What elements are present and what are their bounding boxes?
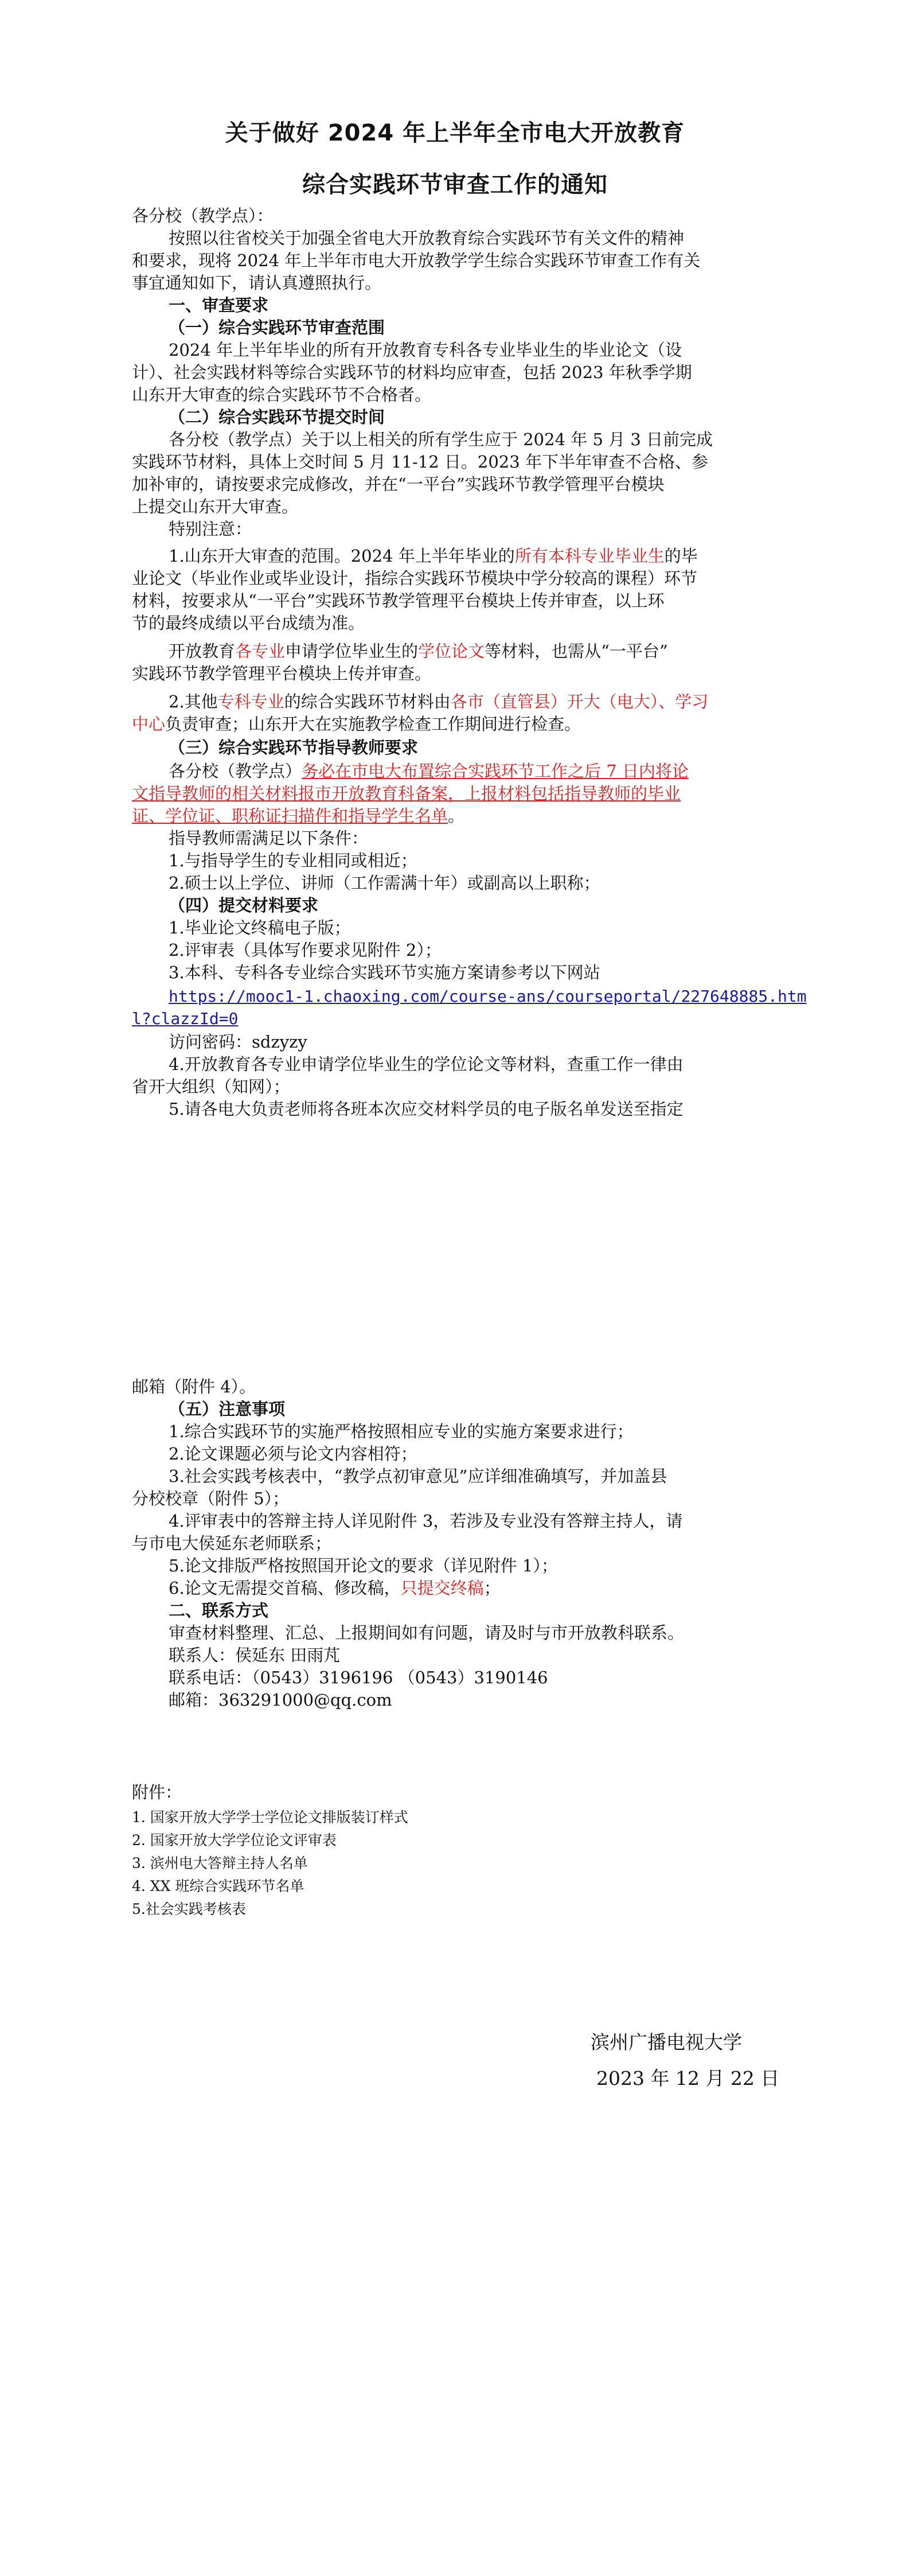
attachment-item: 2. 国家开放大学学位论文评审表 bbox=[132, 1832, 337, 1849]
instructor-condition: 1.与指导学生的专业相同或相近； bbox=[169, 851, 417, 870]
attachment-item: 4. XX 班综合实践环节名单 bbox=[132, 1878, 304, 1894]
instructor-line: 各分校（教学点）务必在市电大布置综合实践环节工作之后 7 日内将论 bbox=[169, 761, 689, 781]
document-title-line-2: 综合实践环节审查工作的通知 bbox=[302, 172, 608, 198]
greeting: 各分校（教学点）： bbox=[132, 206, 274, 225]
scope-line: 山东开大审查的综合实践环节不合格者。 bbox=[132, 385, 432, 404]
intro-line: 事宜通知如下，请认真遵照执行。 bbox=[132, 273, 382, 293]
document-title-line-1: 关于做好 2024 年上半年全市电大开放教育 bbox=[225, 120, 685, 146]
submission-line: 上提交山东开大审查。 bbox=[132, 497, 299, 516]
note-point-1-line: 节的最终成绩以平台成绩为准。 bbox=[132, 613, 365, 633]
note-point-2-line: 中心负责审查；山东开大在实施教学检查工作期间进行检查。 bbox=[132, 714, 581, 734]
note-point-1-line: 材料，按要求从“一平台”实践环节教学管理平台模块上传并审查，以上环 bbox=[132, 591, 665, 610]
subsection-heading-notes: （五）注意事项 bbox=[169, 1399, 286, 1419]
notes-item: 3.社会实践考核表中，“教学点初审意见”应详细准确填写，并加盖县 bbox=[169, 1466, 667, 1486]
material-item: 3.本科、专科各专业综合实践环节实施方案请参考以下网站 bbox=[169, 963, 600, 982]
contact-line: 审查材料整理、汇总、上报期间如有问题，请及时与市开放教科联系。 bbox=[169, 1623, 685, 1643]
notes-item: 1.综合实践环节的实施严格按照相应专业的实施方案要求进行； bbox=[169, 1422, 634, 1441]
material-item: 1.毕业论文终稿电子版； bbox=[169, 918, 351, 937]
course-portal-link[interactable]: https://mooc1-1.chaoxing.com/course-ans/courseportal/227648885.htm bbox=[169, 987, 807, 1006]
contact-phone: 联系电话：（0543）3196196 （0543）3190146 bbox=[169, 1668, 548, 1687]
scope-line: 2024 年上半年毕业的所有开放教育专科各专业毕业生的毕业论文（设 bbox=[169, 340, 682, 360]
section-heading-contact: 二、联系方式 bbox=[169, 1601, 269, 1620]
subsection-heading-submission-time: （二）综合实践环节提交时间 bbox=[169, 407, 385, 427]
submission-line: 实践环节材料，具体上交时间 5 月 11-12 日。2023 年下半年审查不合格、参 bbox=[132, 452, 708, 472]
notes-item-line: 分校校章（附件 5）； bbox=[132, 1489, 290, 1508]
material-item: 2.评审表（具体写作要求见附件 2）； bbox=[169, 940, 442, 960]
access-password: 访问密码：sdzyzy bbox=[169, 1032, 307, 1052]
submission-line: 加补审的，请按要求完成修改，并在“一平台”实践环节教学管理平台模块 bbox=[132, 474, 665, 494]
course-portal-link-continued[interactable]: l?clazzId=0 bbox=[132, 1009, 239, 1028]
notes-item: 4.评审表中的答辩主持人详见附件 3，若涉及专业没有答辩主持人，请 bbox=[169, 1511, 683, 1531]
attachment-item: 5.社会实践考核表 bbox=[132, 1901, 246, 1917]
note-degree-materials-line: 实践环节教学管理平台模块上传并审查。 bbox=[132, 664, 432, 683]
instructor-condition: 2.硕士以上学位、讲师（工作需满十年）或副高以上职称； bbox=[169, 873, 600, 893]
intro-line: 按照以往省校关于加强全省电大开放教育综合实践环节有关文件的精神 bbox=[169, 228, 685, 248]
attachment-item: 3. 滨州电大答辩主持人名单 bbox=[132, 1855, 308, 1871]
material-item: 4.开放教育各专业申请学位毕业生的学位论文等材料，查重工作一律由 bbox=[169, 1054, 684, 1074]
instructor-conditions-label: 指导教师需满足以下条件： bbox=[169, 828, 369, 848]
intro-line: 和要求，现将 2024 年上半年市电大开放教学学生综合实践环节审查工作有关 bbox=[132, 251, 701, 270]
material-item-line: 邮箱（附件 4）。 bbox=[132, 1377, 256, 1396]
notes-item: 6.论文无需提交首稿、修改稿，只提交终稿； bbox=[169, 1578, 501, 1598]
attachments-label: 附件： bbox=[132, 1783, 182, 1802]
subsection-heading-scope: （一）综合实践环节审查范围 bbox=[169, 318, 385, 337]
notes-item-line: 与市电大侯延东老师联系； bbox=[132, 1534, 332, 1553]
section-heading-review-requirements: 一、审查要求 bbox=[169, 295, 269, 315]
note-point-2: 2.其他专科专业的综合实践环节材料由各市（直管县）开大（电大）、学习 bbox=[169, 692, 709, 711]
attachment-item: 1. 国家开放大学学士学位论文排版装订样式 bbox=[132, 1809, 408, 1826]
issue-date: 2023 年 12 月 22 日 bbox=[596, 2067, 780, 2089]
material-item-line: 省开大组织（知网）； bbox=[132, 1077, 290, 1096]
note-point-1-line: 业论文（毕业作业或毕业设计，指综合实践环节模块中学分较高的课程）环节 bbox=[132, 569, 698, 588]
notes-item: 5.论文排版严格按照国开论文的要求（详见附件 1）； bbox=[169, 1556, 558, 1575]
contact-person: 联系人：侯延东 田雨芃 bbox=[169, 1645, 341, 1665]
note-point-1: 1.山东开大审查的范围。2024 年上半年毕业的所有本科专业毕业生的毕 bbox=[169, 546, 698, 566]
note-degree-materials: 开放教育各专业申请学位毕业生的学位论文等材料，也需从“一平台” bbox=[169, 641, 668, 661]
instructor-line: 证、学位证、职称证扫描件和指导学生名单。 bbox=[132, 806, 465, 826]
instructor-line: 文指导教师的相关材料报市开放教育科备案，上报材料包括指导教师的毕业 bbox=[132, 784, 681, 803]
contact-email: 邮箱：363291000@qq.com bbox=[169, 1690, 392, 1710]
scope-line: 计）、社会实践材料等综合实践环节的材料均应审查，包括 2023 年秋季学期 bbox=[132, 363, 692, 382]
submission-line: 各分校（教学点）关于以上相关的所有学生应于 2024 年 5 月 3 日前完成 bbox=[169, 430, 713, 449]
notes-item: 2.论文课题必须与论文内容相符； bbox=[169, 1444, 417, 1464]
subsection-heading-submission-materials: （四）提交材料要求 bbox=[169, 896, 319, 915]
subsection-heading-instructor-requirements: （三）综合实践环节指导教师要求 bbox=[169, 738, 419, 757]
special-note-label: 特别注意： bbox=[169, 519, 252, 539]
material-item: 5.请各电大负责老师将各班本次应交材料学员的电子版名单发送至指定 bbox=[169, 1099, 684, 1119]
issuing-organization: 滨州广播电视大学 bbox=[591, 2031, 742, 2053]
